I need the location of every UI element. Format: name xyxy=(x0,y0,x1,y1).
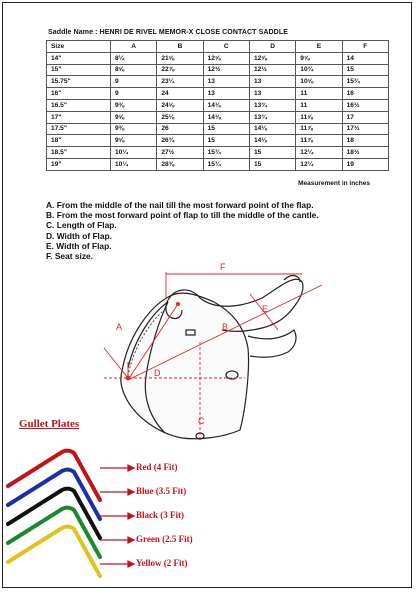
table-cell: 9⅝ xyxy=(110,111,156,123)
table-cell: 9⅜ xyxy=(110,123,156,135)
table-row xyxy=(47,88,389,100)
table-cell: 11⅞ xyxy=(296,135,342,147)
label-c: C xyxy=(198,416,205,426)
table-cell: 13 xyxy=(203,76,249,88)
table-cell: 15 xyxy=(342,64,388,76)
table-cell: 22⅞ xyxy=(157,64,203,76)
table-row xyxy=(47,64,389,76)
endpoint-flap xyxy=(176,302,180,306)
table-cell: 15¾ xyxy=(342,76,388,88)
table-cell: 15 xyxy=(249,147,295,159)
table-header xyxy=(47,41,389,53)
table-cell: 10⅝ xyxy=(296,76,342,88)
table-cell: 13 xyxy=(249,88,295,100)
table-cell: 14" xyxy=(47,52,111,64)
table-cell: 10¼ xyxy=(110,147,156,159)
table-cell: 26 xyxy=(157,123,203,135)
table-cell: 14⅛ xyxy=(249,123,295,135)
table-cell: 17½ xyxy=(342,123,388,135)
table-cell: 9 xyxy=(110,88,156,100)
table-cell: 23¼ xyxy=(157,76,203,88)
measurement-table xyxy=(46,40,389,171)
gullet-plates-title: Gullet Plates xyxy=(19,418,80,430)
table-cell: 13¾ xyxy=(249,99,295,111)
table-row xyxy=(47,76,389,88)
table-cell: 15 xyxy=(203,123,249,135)
unit-note: Measurement in inches xyxy=(298,180,370,187)
table-row xyxy=(47,123,389,135)
table-cell: 13 xyxy=(249,76,295,88)
table-cell: 11⅞ xyxy=(296,123,342,135)
table-header-b: B xyxy=(157,41,203,53)
table-cell: 17 xyxy=(342,111,388,123)
table-cell: 8¼ xyxy=(110,52,156,64)
table-row xyxy=(47,111,389,123)
table-cell: 19 xyxy=(342,158,388,170)
table-row xyxy=(47,147,389,159)
table-cell: 18" xyxy=(47,135,111,147)
table-header-size: Size xyxy=(47,41,111,53)
table-cell: 15 xyxy=(203,135,249,147)
table-body xyxy=(47,52,389,170)
table-cell: 9⅜ xyxy=(110,99,156,111)
table-cell: 15" xyxy=(47,64,111,76)
table-cell: 8⅝ xyxy=(110,64,156,76)
table-header-c: C xyxy=(203,41,249,53)
table-cell: 10¼ xyxy=(110,158,156,170)
table-cell: 14⅛ xyxy=(203,111,249,123)
table-header-f: F xyxy=(342,41,388,53)
table-cell: 19" xyxy=(47,158,111,170)
table-row xyxy=(47,158,389,170)
table-cell: 12¼ xyxy=(296,147,342,159)
saddle-title: Saddle Name : HENRI DE RIVEL MEMOR-X CLOSE CONTACT SADDLE xyxy=(48,29,288,36)
legend-item-a: A. From the middle of the nail till the most forward point of the flap. xyxy=(46,200,314,210)
table-cell: 11 xyxy=(296,88,342,100)
label-b: B xyxy=(222,322,229,332)
table-cell: 25⅛ xyxy=(157,111,203,123)
label-f: F xyxy=(220,262,226,272)
table-cell: 28⅜ xyxy=(157,158,203,170)
table-cell: 24⅝ xyxy=(157,99,203,111)
measurement-legend xyxy=(46,200,319,261)
saddle-diagram xyxy=(0,258,416,443)
table-cell: 12½ xyxy=(249,64,295,76)
label-e: E xyxy=(262,304,269,314)
table-cell: 12⅝ xyxy=(249,52,295,64)
table-cell: 9⅝ xyxy=(296,52,342,64)
table-cell: 27½ xyxy=(157,147,203,159)
table-cell: 15¾ xyxy=(203,147,249,159)
table-cell: 16" xyxy=(47,88,111,100)
table-row xyxy=(47,99,389,111)
table-cell: 16.5" xyxy=(47,99,111,111)
legend-item-b: B. From the most forward point of flap to till the middle of the cantle. xyxy=(46,210,319,221)
saddle-illustration xyxy=(121,276,303,439)
gullet-plate-label: Green (2.5 Fit) xyxy=(136,534,193,544)
table-cell: 15 xyxy=(249,158,295,170)
table-cell: 15¾ xyxy=(203,158,249,170)
endpoint-nail xyxy=(126,376,131,381)
table-cell: 21⅝ xyxy=(157,52,203,64)
table-cell: 18 xyxy=(342,135,388,147)
table-cell: 16 xyxy=(342,88,388,100)
table-cell: 13¾ xyxy=(249,111,295,123)
arrow-head-icon xyxy=(128,465,134,471)
legend-item-f: F. Seat size. xyxy=(46,251,94,262)
legend-item-e: E. Width of Flap. xyxy=(46,240,112,251)
table-cell: 12½ xyxy=(203,64,249,76)
label-d: D xyxy=(154,368,161,378)
table-header-d: D xyxy=(249,41,295,53)
table-cell: 18.5" xyxy=(47,147,111,159)
gullet-plate-label: Yellow (2 Fit) xyxy=(136,558,188,568)
table-cell: 11 xyxy=(296,99,342,111)
table-cell: 17" xyxy=(47,111,111,123)
table-cell: 9 xyxy=(110,76,156,88)
legend-item-d: D. Width of Flap. xyxy=(46,230,112,241)
table-cell: 14⅛ xyxy=(249,135,295,147)
arrow-head-icon xyxy=(128,537,134,543)
table-row xyxy=(47,135,389,147)
table-cell: 16½ xyxy=(342,99,388,111)
table-header-e: E xyxy=(296,41,342,53)
table-cell: 18½ xyxy=(342,147,388,159)
table-cell: 14⅛ xyxy=(203,99,249,111)
table-cell: 12⅝ xyxy=(203,52,249,64)
gullet-plate-label: Black (3 Fit) xyxy=(136,510,184,520)
table-cell: 9⅝ xyxy=(110,135,156,147)
arrow-head-icon xyxy=(128,489,134,495)
gullet-plate-label: Blue (3.5 Fit) xyxy=(136,486,187,496)
label-a: A xyxy=(116,322,123,332)
table-header-a: A xyxy=(110,41,156,53)
table-cell: 10¾ xyxy=(296,64,342,76)
table-cell: 12¼ xyxy=(296,158,342,170)
table-row xyxy=(47,52,389,64)
table-cell: 13 xyxy=(203,88,249,100)
table-cell: 24 xyxy=(157,88,203,100)
table-cell: 17.5" xyxy=(47,123,111,135)
table-cell: 15.75" xyxy=(47,76,111,88)
table-cell: 26¾ xyxy=(157,135,203,147)
gullet-plates-illustration xyxy=(0,440,416,590)
legend-item-c: C. Length of Flap. xyxy=(46,220,117,231)
gullet-plate-label: Red (4 Fit) xyxy=(136,462,178,472)
table-cell: 14 xyxy=(342,52,388,64)
table-cell: 11⅝ xyxy=(296,111,342,123)
arrow-head-icon xyxy=(128,561,134,567)
arrow-head-icon xyxy=(128,513,134,519)
